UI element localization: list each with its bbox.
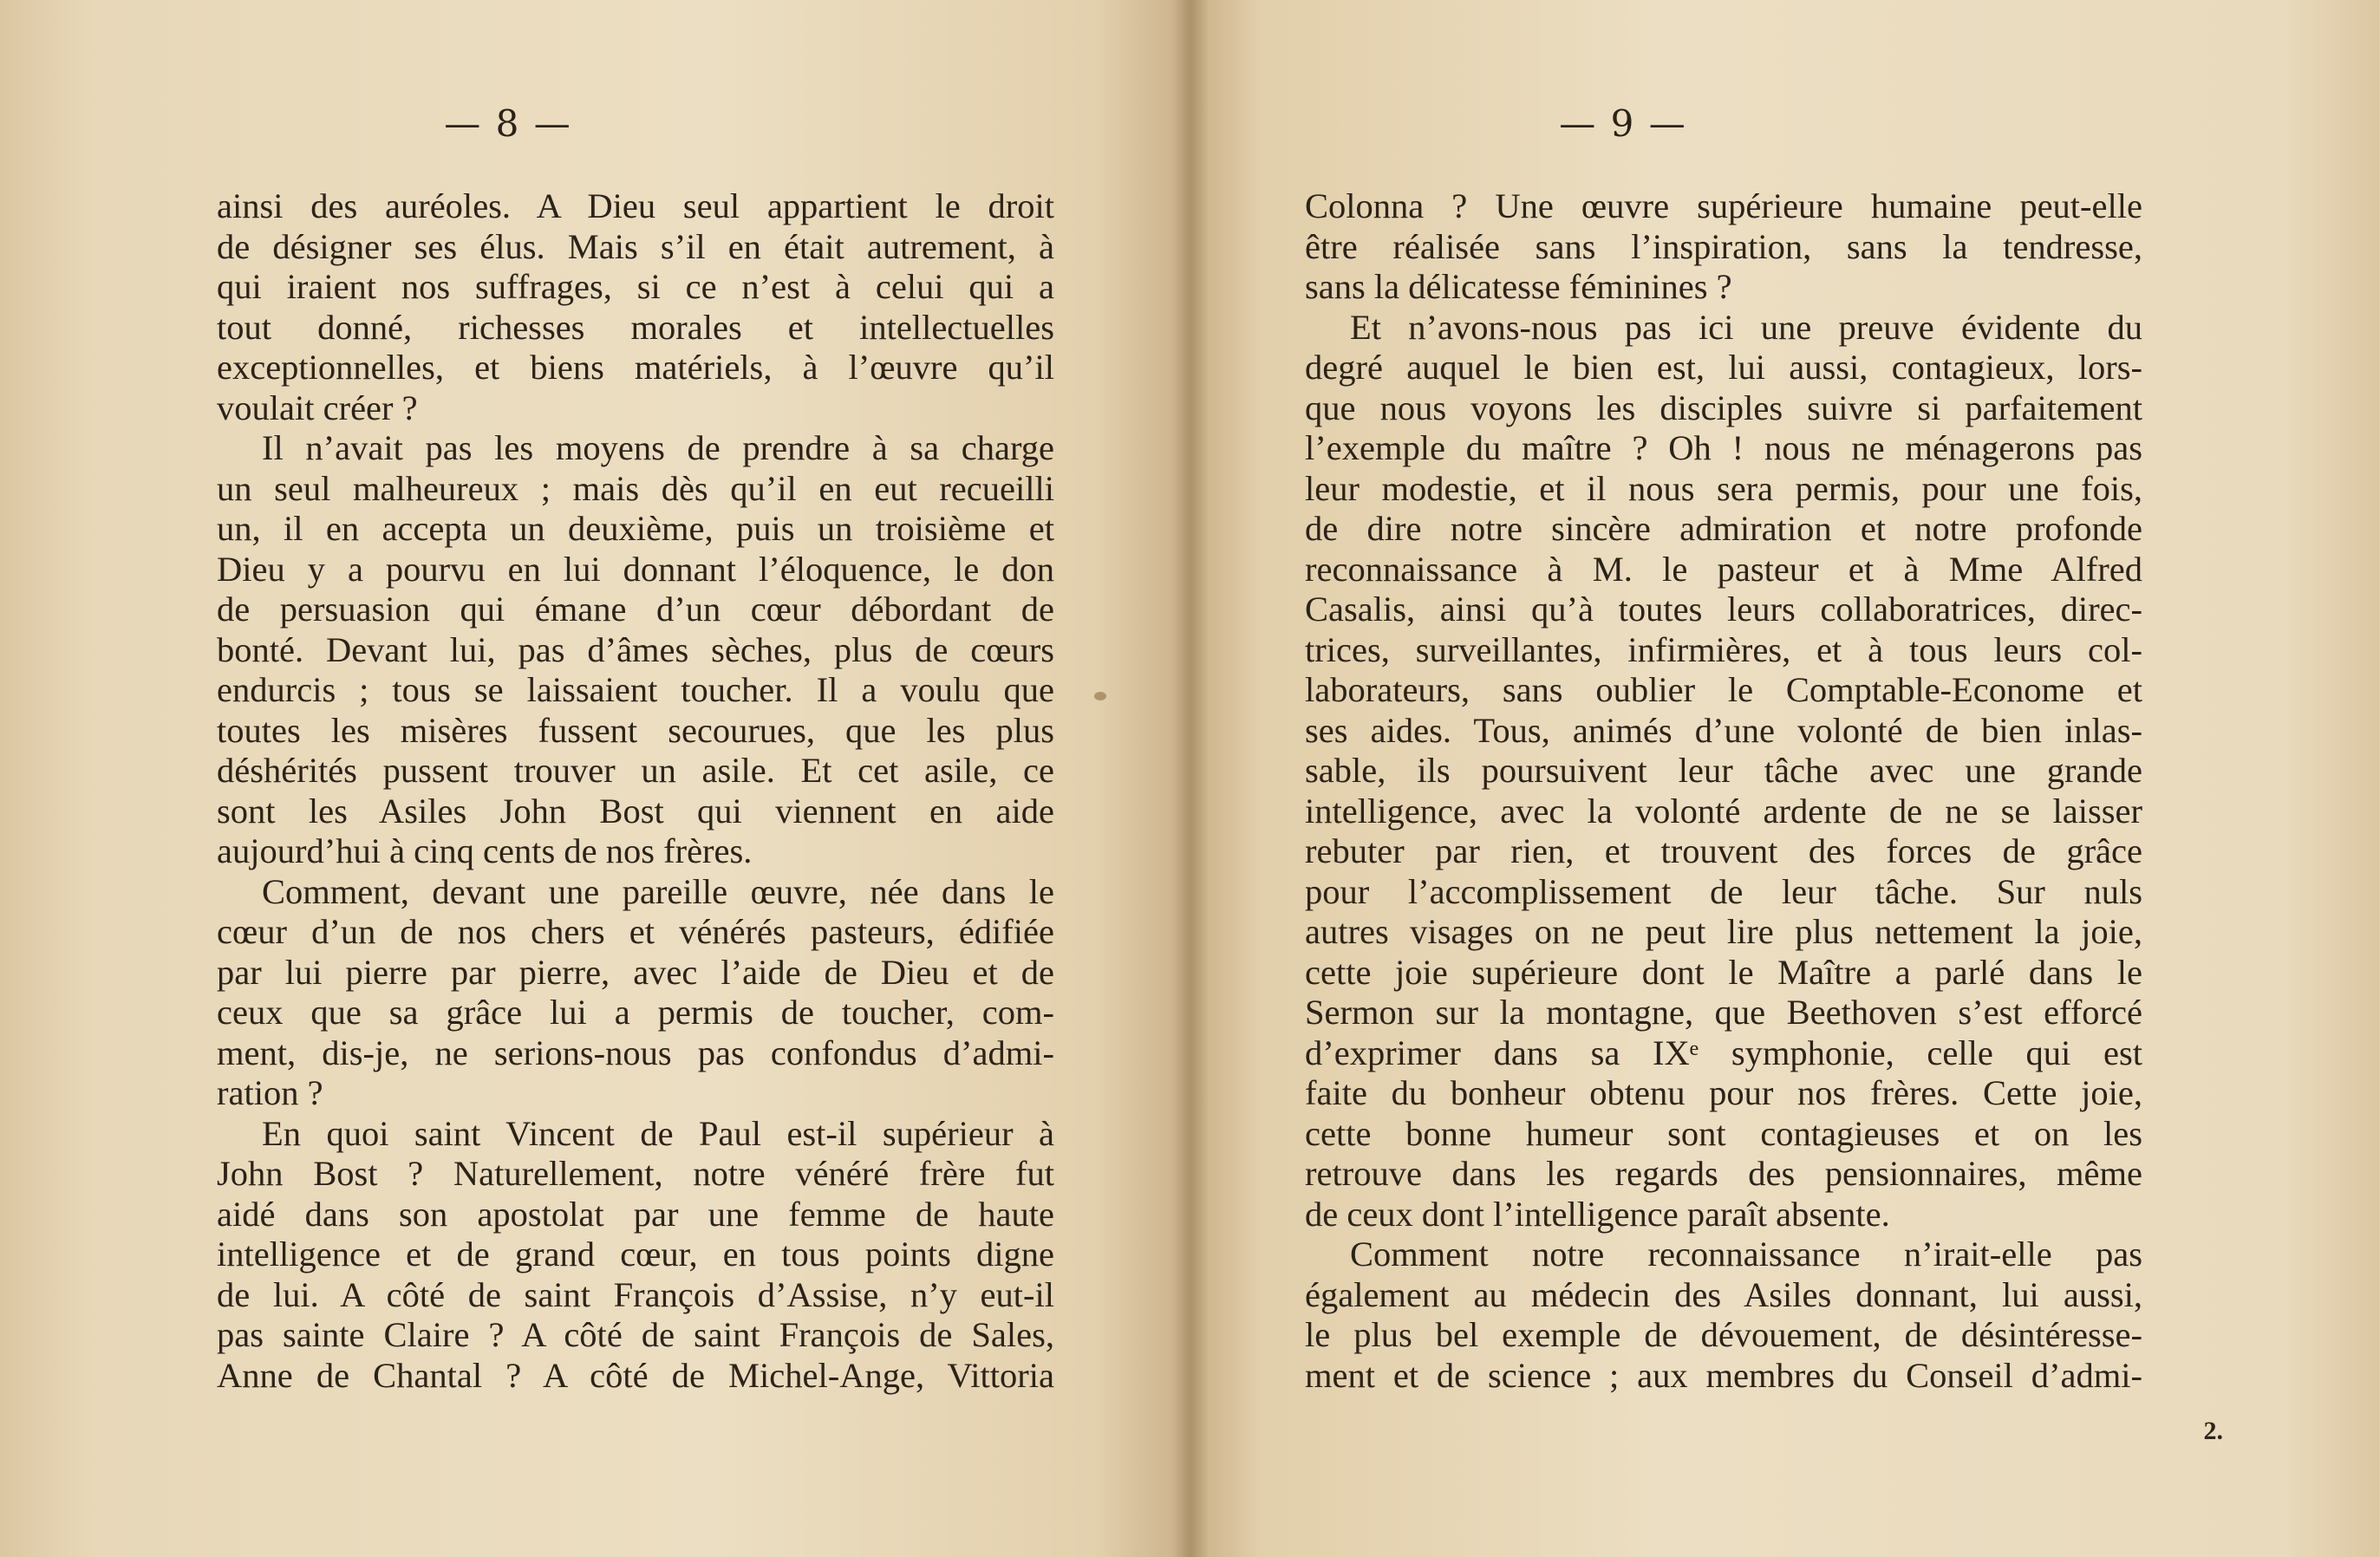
text-line: pour l’accomplissement de leur tâche. Sur nuls [1305,871,2142,911]
text-line: endurcis ; tous se laissaient toucher. Il a voulu que [217,670,1054,709]
text-line: de ceux dont l’intelligence paraît absente. [1305,1194,1890,1234]
text-line: sont les Asiles John Bost qui viennent en aide [217,791,1054,831]
text-line: un, il en accepta un deuxième, puis un troisième et [217,509,1054,548]
text-line: de désigner ses élus. Mais s’il en était autrement, à [217,226,1054,266]
text-line: le plus bel exemple de dévouement, de désintéresse- [1305,1315,2142,1354]
text-line: degré auquel le bien est, lui aussi, contagieux, lors- [1305,348,2142,387]
text-line: En quoi saint Vincent de Paul est-il supérieur à [262,1113,1054,1153]
right-page [1190,0,2379,1557]
text-line: leur modestie, et il nous sera permis, pour une fois, [1305,468,2142,508]
text-line: Il n’avait pas les moyens de prendre à sa charge [262,428,1054,467]
page-number-right: — 9 — [1559,102,1687,145]
text-line: John Bost ? Naturellement, notre vénéré frère fut [217,1154,1054,1193]
book-gutter [1172,0,1209,1557]
text-line: ses aides. Tous, animés d’une volonté de bien inlas- [1305,710,2142,750]
text-line: laborateurs, sans oublier le Comptable-Econome et [1305,670,2142,709]
text-line: l’exemple du maître ? Oh ! nous ne ménagerons pas [1305,428,2142,467]
text-line: de lui. A côté de saint François d’Assise, n’y eut-il [217,1274,1054,1314]
text-line: déshérités pussent trouver un asile. Et cet asile, ce [217,751,1054,790]
text-line: ment, dis-je, ne serions-nous pas confondus d’admi- [217,1033,1054,1072]
text-line: être réalisée sans l’inspiration, sans la tendresse, [1305,226,2142,266]
text-line: ainsi des auréoles. A Dieu seul appartient le droit [217,186,1054,225]
text-line: ceux que sa grâce lui a permis de toucher, com- [217,993,1054,1032]
text-line: Casalis, ainsi qu’à toutes leurs collaboratrices, direc- [1305,590,2142,629]
text-line: d’exprimer dans sa IXᵉ symphonie, celle qui est [1305,1033,2142,1072]
text-line: sans la délicatesse féminines ? [1305,267,1732,306]
text-line: intelligence, avec la volonté ardente de ne se laisser [1305,791,2142,831]
text-line: Dieu y a pourvu en lui donnant l’éloquence, le don [217,549,1054,589]
text-line: ration ? [217,1073,323,1112]
text-line: autres visages on ne peut lire plus nettement la joie, [1305,912,2142,951]
text-line: cœur d’un de nos chers et vénérés pasteurs, édifiée [217,912,1054,951]
text-line: pas sainte Claire ? A côté de saint François de Sales, [217,1315,1054,1354]
text-line: aujourd’hui à cinq cents de nos frères. [217,831,753,870]
text-line: faite du bonheur obtenu pour nos frères. Cette joie, [1305,1073,2142,1112]
paper-stain [1094,692,1106,700]
page-number-left: — 8 — [444,102,572,145]
text-line: sable, ils poursuivent leur tâche avec une grande [1305,751,2142,790]
text-line: ment et de science ; aux membres du Conseil d’admi- [1305,1355,2142,1395]
text-line: rebuter par rien, et trouvent des forces de grâce [1305,831,2142,870]
text-line: Anne de Chantal ? A côté de Michel-Ange, Vittoria [217,1355,1054,1395]
text-line: Comment, devant une pareille œuvre, née dans le [262,871,1054,911]
text-line: reconnaissance à M. le pasteur et à Mme Alfred [1305,549,2142,589]
text-line: par lui pierre par pierre, avec l’aide de Dieu et de [217,952,1054,992]
text-line: retrouve dans les regards des pensionnaires, même [1305,1154,2142,1193]
signature-mark: 2. [2203,1417,2223,1445]
text-line: Colonna ? Une œuvre supérieure humaine peut-elle [1305,186,2142,225]
text-line: cette joie supérieure dont le Maître a parlé dans le [1305,952,2142,992]
text-line: aidé dans son apostolat par une femme de haute [217,1194,1054,1234]
left-page-text [217,186,1054,1396]
text-line: tout donné, richesses morales et intellectuelles [217,307,1054,347]
text-line: voulait créer ? [217,388,418,427]
text-line: que nous voyons les disciples suivre si parfaitement [1305,388,2142,427]
text-line: Sermon sur la montagne, que Beethoven s’est efforcé [1305,993,2142,1032]
text-line: Comment notre reconnaissance n’irait-elle pas [1350,1235,2142,1274]
text-line: de persuasion qui émane d’un cœur débordant de [217,590,1054,629]
text-line: intelligence et de grand cœur, en tous points digne [217,1235,1054,1274]
text-line: Et n’avons-nous pas ici une preuve évidente du [1350,307,2142,347]
text-line: cette bonne humeur sont contagieuses et on les [1305,1113,2142,1153]
text-line: exceptionnelles, et biens matériels, à l’œuvre qu’il [217,348,1054,387]
text-line: de dire notre sincère admiration et notre profonde [1305,509,2142,548]
text-line: également au médecin des Asiles donnant, lui aussi, [1305,1274,2142,1314]
text-line: qui iraient nos suffrages, si ce n’est à celui qui a [217,267,1054,306]
text-line: toutes les misères fussent secourues, que les plus [217,710,1054,750]
right-page-text [1305,186,2142,1396]
text-line: trices, surveillantes, infirmières, et à tous leurs col- [1305,629,2142,669]
text-line: bonté. Devant lui, pas d’âmes sèches, plus de cœurs [217,629,1054,669]
text-line: un seul malheureux ; mais dès qu’il en eut recueilli [217,468,1054,508]
